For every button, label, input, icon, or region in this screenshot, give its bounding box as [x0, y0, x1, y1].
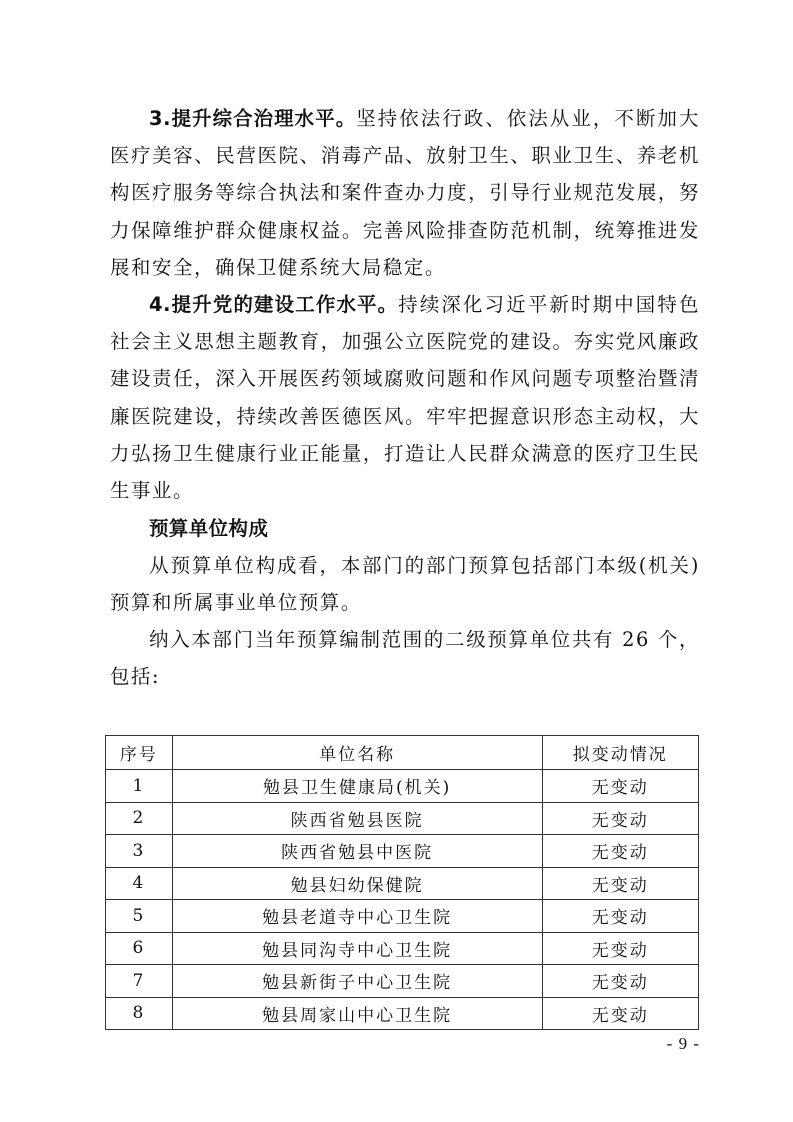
budget-paragraph-2	[110, 621, 700, 695]
budget-paragraph-2-text: 纳入本部门当年预算编制范围的二级预算单位共有 26 个，包括:	[110, 628, 700, 689]
cell-change-status: 无变动	[542, 867, 699, 900]
cell-unit-name: 勉县妇幼保健院	[172, 867, 542, 900]
table-header-row	[106, 736, 699, 770]
table-row	[106, 770, 699, 803]
cell-change-status: 无变动	[542, 965, 699, 998]
table-row	[106, 867, 699, 900]
cell-change-status: 无变动	[542, 802, 699, 835]
cell-serial: 5	[106, 900, 173, 933]
item-4-heading: 4.提升党的建设工作水平。	[149, 293, 399, 316]
header-change-status: 拟变动情况	[542, 736, 699, 770]
table-row	[106, 835, 699, 868]
budget-unit-heading: 预算单位构成	[149, 517, 269, 540]
header-unit-name: 单位名称	[172, 736, 542, 770]
cell-change-status: 无变动	[542, 997, 699, 1030]
cell-serial: 2	[106, 802, 173, 835]
paragraph-item-4	[110, 286, 700, 509]
header-serial: 序号	[106, 736, 173, 770]
paragraph-item-3	[110, 100, 700, 286]
cell-unit-name: 陕西省勉县中医院	[172, 835, 542, 868]
cell-serial: 8	[106, 997, 173, 1030]
budget-paragraph-1	[110, 547, 700, 621]
cell-unit-name: 勉县卫生健康局(机关)	[172, 770, 542, 803]
table-row	[106, 997, 699, 1030]
item-3-body: 坚持依法行政、依法从业，不断加大医疗美容、民营医院、消毒产品、放射卫生、职业卫生、养老机构医疗服务等综合执法和案件查办力度，引导行业规范发展，努力保障维护群众健康权益。完善风险排查防范机制，统筹推进发展和安全，确保卫健系统大局稳定。	[110, 107, 700, 279]
cell-unit-name: 勉县老道寺中心卫生院	[172, 900, 542, 933]
cell-serial: 6	[106, 932, 173, 965]
table-row	[106, 965, 699, 998]
cell-change-status: 无变动	[542, 932, 699, 965]
table-row	[106, 900, 699, 933]
budget-units-table	[105, 735, 699, 1030]
page-number: - 9 -	[666, 1034, 700, 1053]
cell-change-status: 无变动	[542, 770, 699, 803]
cell-serial: 4	[106, 867, 173, 900]
cell-unit-name: 勉县同沟寺中心卫生院	[172, 932, 542, 965]
budget-paragraph-1-text: 从预算单位构成看，本部门的部门预算包括部门本级(机关)预算和所属事业单位预算。	[110, 554, 700, 615]
item-4-body: 持续深化习近平新时期中国特色社会主义思想主题教育，加强公立医院党的建设。夯实党风廉政建设责任，深入开展医药领域腐败问题和作风问题专项整治暨清廉医院建设，持续改善医德医风。牢牢把握意识形态主动权，大力弘扬卫生健康行业正能量，打造让人民群众满意的医疗卫生民生事业。	[110, 293, 700, 503]
table-row	[106, 932, 699, 965]
item-3-heading: 3.提升综合治理水平。	[149, 107, 357, 130]
cell-unit-name: 勉县周家山中心卫生院	[172, 997, 542, 1030]
table-row	[106, 802, 699, 835]
cell-change-status: 无变动	[542, 900, 699, 933]
cell-unit-name: 陕西省勉县医院	[172, 802, 542, 835]
cell-unit-name: 勉县新街子中心卫生院	[172, 965, 542, 998]
cell-serial: 3	[106, 835, 173, 868]
cell-serial: 1	[106, 770, 173, 803]
cell-change-status: 无变动	[542, 835, 699, 868]
cell-serial: 7	[106, 965, 173, 998]
